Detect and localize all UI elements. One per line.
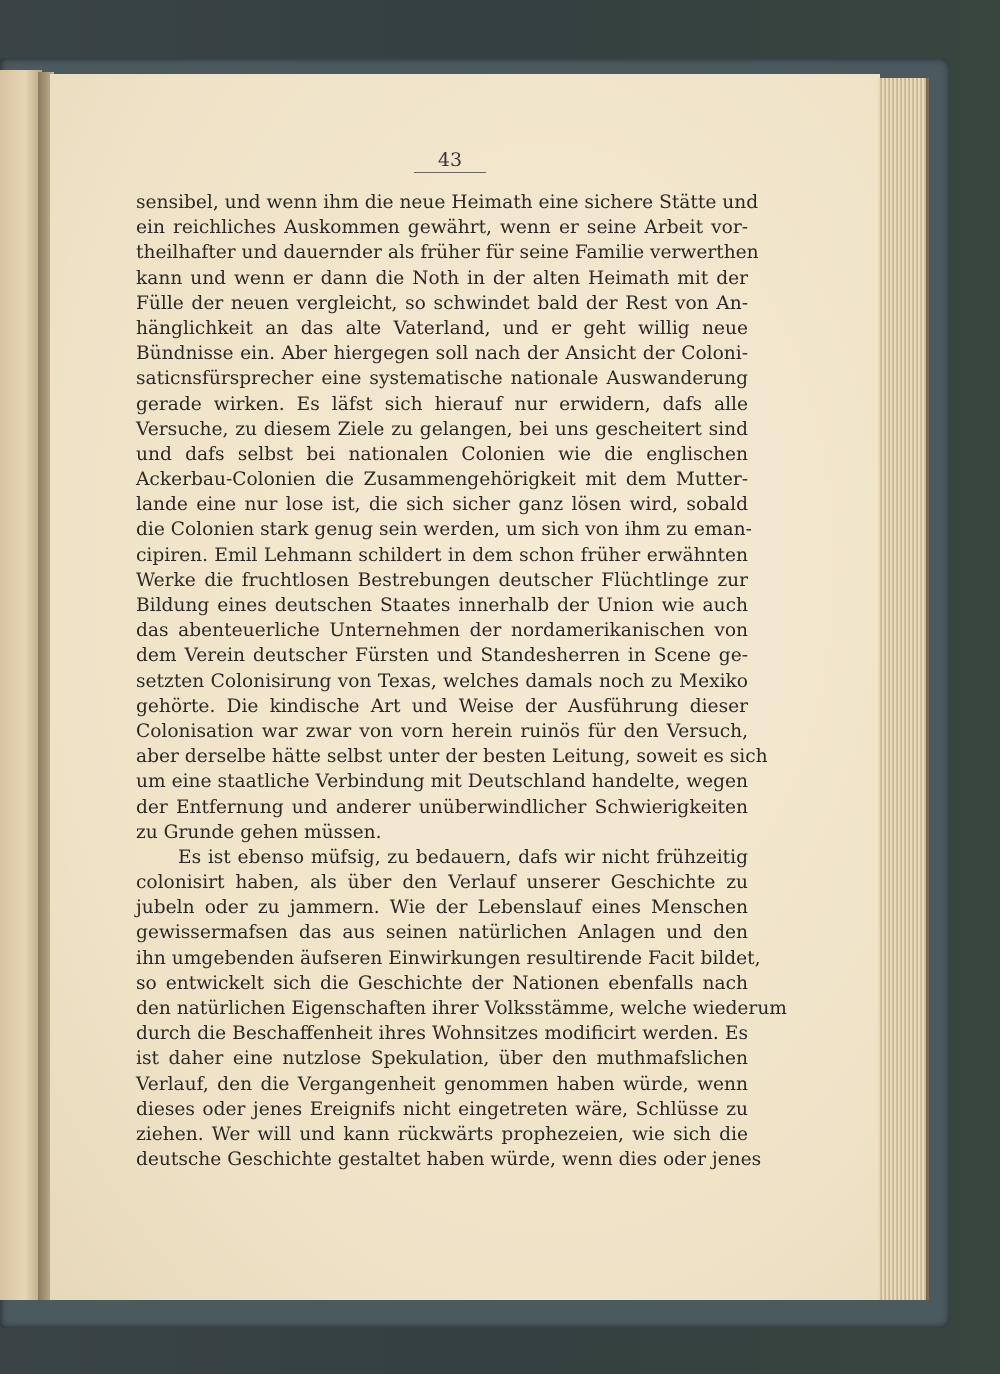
text-line: colonisirt haben, als über den Verlauf unserer Geschichte zu (136, 872, 748, 894)
text-line: durch die Beschaffenheit ihres Wohnsitzes modificirt werden. Es (136, 1023, 748, 1045)
text-line: den natürlichen Eigenschaften ihrer Volksstämme, welche wiederum (136, 998, 787, 1019)
text-line: Fülle der neuen vergleicht, so schwindet bald der Rest von An- (136, 292, 748, 314)
text-line: cipiren. Emil Lehmann schildert in dem schon früher erwähnten (136, 544, 748, 566)
left-page-edge (0, 70, 42, 1300)
text-line: ihn umgebenden äufseren Einwirkungen resultirende Facit bildet, (136, 947, 761, 969)
text-line: dem Verein deutscher Fürsten und Standesherren in Scene ge- (136, 645, 748, 667)
text-line: hänglichkeit an das alte Vaterland, und er geht willig neue (136, 317, 748, 339)
text-line: Verlauf, den die Vergangenheit genommen haben würde, wenn (136, 1073, 748, 1095)
body-text (136, 190, 787, 1172)
text-line: um eine staatliche Verbindung mit Deutschland handelte, wegen (136, 771, 748, 793)
text-line: saticnsfürsprecher eine systematische nationale Auswanderung (136, 368, 748, 390)
page-number: 43 (414, 150, 486, 173)
text-line: ist daher eine nutzlose Spekulation, über den muthmafslichen (136, 1048, 748, 1070)
text-line: ein reichliches Auskommen gewährt, wenn er seine Arbeit vor- (136, 217, 748, 239)
text-line: jubeln oder zu jammern. Wie der Lebenslauf eines Menschen (136, 897, 748, 919)
text-line: dieses oder jenes Ereignifs nicht eingetreten wäre, Schlüsse zu (136, 1098, 748, 1120)
text-line: kann und wenn er dann die Noth in der alten Heimath mit der (136, 267, 748, 289)
text-line: zu Grunde gehen müssen. (136, 821, 382, 843)
text-line: setzten Colonisirung von Texas, welches damals noch zu Mexiko (136, 670, 748, 692)
text-line: sensibel, und wenn ihm die neue Heimath eine sichere Stätte und (136, 192, 759, 213)
text-line: aber derselbe hätte selbst unter der besten Leitung, soweit es sich (136, 746, 768, 768)
text-line: der Entfernung und anderer unüberwindlicher Schwierigkeiten (136, 796, 748, 818)
text-line-indented: Es ist ebenso müfsig, zu bedauern, dafs wir nicht frühzeitig (178, 846, 748, 868)
text-line: gewissermafsen das aus seinen natürlichen Anlagen und den (136, 922, 748, 944)
text-line: die Colonien stark genug sein werden, um sich von ihm zu eman- (136, 519, 752, 541)
text-line: und dafs selbst bei nationalen Colonien wie die englischen (136, 443, 748, 465)
text-line: ziehen. Wer will und kann rückwärts prophezeien, wie sich die (136, 1123, 748, 1145)
text-line: gerade wirken. Es läfst sich hierauf nur erwidern, dafs alle (136, 393, 748, 415)
text-line: das abenteuerliche Unternehmen der nordamerikanischen von (136, 620, 748, 642)
text-line: gehörte. Die kindische Art und Weise der Ausführung dieser (136, 695, 748, 717)
text-line: Bündnisse ein. Aber hiergegen soll nach der Ansicht der Coloni- (136, 343, 748, 365)
text-line: deutsche Geschichte gestaltet haben würde, wenn dies oder jenes (136, 1149, 762, 1171)
text-line: so entwickelt sich die Geschichte der Nationen ebenfalls nach (136, 972, 748, 994)
text-line: theilhafter und dauernder als früher für seine Familie verwerthen (136, 242, 759, 264)
text-line: Ackerbau-Colonien die Zusammengehörigkeit mit dem Mutter- (136, 469, 748, 491)
text-line: Versuche, zu diesem Ziele zu gelangen, bei uns gescheitert sind (136, 418, 748, 440)
text-line: Bildung eines deutschen Staates innerhalb der Union wie auch (136, 595, 748, 616)
text-line: Colonisation war zwar von vorn herein ruinös für den Versuch, (136, 720, 748, 742)
page-stack-edges (878, 78, 929, 1300)
text-line: Werke die fruchtlosen Bestrebungen deutscher Flüchtlinge zur (136, 569, 748, 591)
text-line: lande eine nur lose ist, die sich sicher ganz lösen wird, sobald (136, 494, 748, 516)
